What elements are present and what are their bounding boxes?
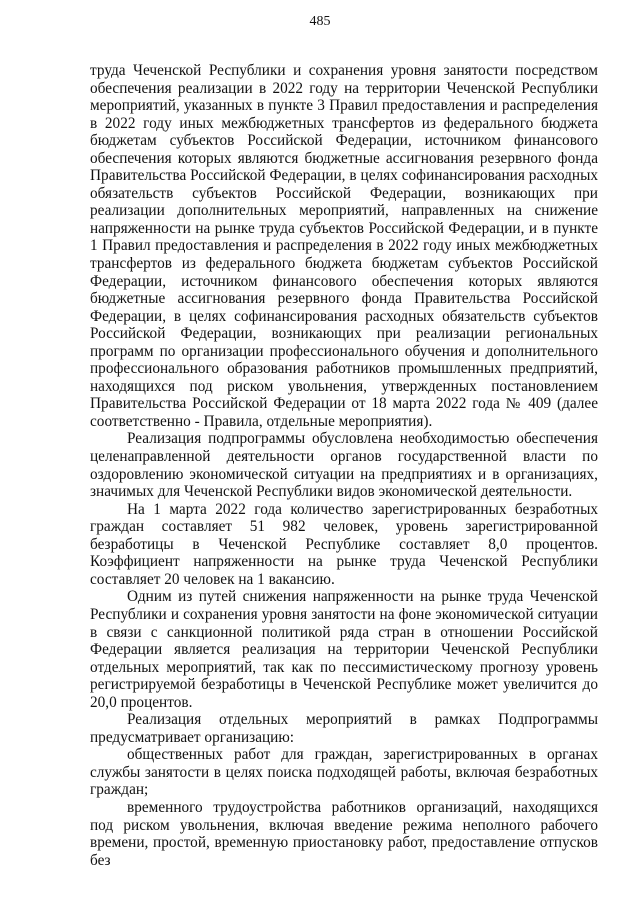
paragraph-unemployment-stats: На 1 марта 2022 года количество зарегистрированных безработных граждан составляет 51 982 человек, уровень зарегистрированной безработицы в Чеченской Республике составляет 8,0 процентов. Коэффициент напряженности на рынке труда Чеченской Республики составляет 20 человек на 1 вакансию. [90, 500, 598, 588]
document-body [90, 62, 598, 869]
page-number: 485 [309, 14, 331, 29]
paragraph-continuation: труда Чеченской Республики и сохранения уровня занятости посредством обеспечения реализации в 2022 году на территории Чеченской Республики мероприятий, указанных в пункте 3 Правил предоставления и распределения в 2022 году иных межбюджетных трансфертов из федерального бюджета бюджетам субъектов Российской Федерации, источником финансового обеспечения которых являются бюджетные ассигнования резервного фонда Правительства Российской Федерации, в целях софинансирования расходных обязательств субъектов Российской Федерации, возникающих при реализации дополнительных мероприятий, направленных на снижение напряженности на рынке труда субъектов Российской Федерации, и в пункте 1 Правил предоставления и распределения в 2022 году иных межбюджетных трансфертов из федерального бюджета бюджетам субъектов Российской Федерации, источником финансового обеспечения которых являются бюджетные ассигнования резервного фонда Правительства Российской Федерации, в целях софинансирования расходных обязательств субъектов Российской Федерации, возникающих при реализации региональных программ по организации профессионального обучения и дополнительного профессионального образования работников промышленных предприятий, находящихся под риском увольнения, утвержденных постановлением Правительства Российской Федерации от 18 марта 2022 года № 409 (далее соответственно - Правила, отдельные мероприятия). [90, 62, 598, 430]
paragraph-temporary-employment: временного трудоустройства работников организаций, находящихся под риском увольнения, включая введение режима неполного рабочего времени, простой, временную приостановку работ, предоставление отпусков без [90, 798, 598, 869]
paragraph-measures-intro: Реализация отдельных мероприятий в рамках Подпрограммы предусматривает организацию: [90, 711, 598, 746]
paragraph-subprogram-rationale: Реализация подпрограммы обусловлена необходимостью обеспечения целенаправленной деятельности органов государственной власти по оздоровлению экономической ситуации на предприятиях и в организациях, значимых для Чеченской Республики видов экономической деятельности. [90, 430, 598, 501]
paragraph-public-works: общественных работ для граждан, зарегистрированных в органах службы занятости в целях поиска подходящей работы, включая безработных граждан; [90, 746, 598, 799]
paragraph-tension-reduction: Одним из путей снижения напряженности на рынке труда Чеченской Республики и сохранения уровня занятости на фоне экономической ситуации в связи с санкционной политикой ряда стран в отношении Российской Федерации является реализация на территории Чеченской Республики отдельных мероприятий, так как по пессимистическому прогнозу уровень регистрируемой безработицы в Чеченской Республике может увеличится до 20,0 процентов. [90, 588, 598, 711]
